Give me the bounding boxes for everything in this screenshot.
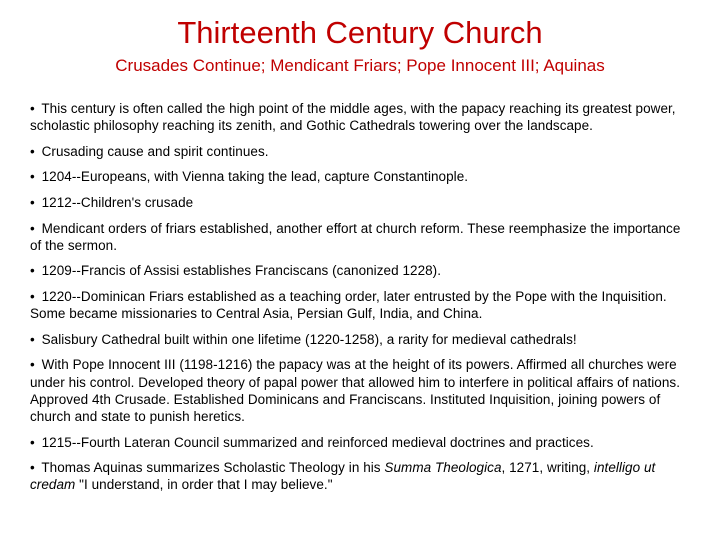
bullet-text-part2: , 1271, writing, (501, 460, 594, 476)
bullet-item (30, 220, 690, 254)
bullet-item (30, 168, 690, 185)
bullet-item (30, 143, 690, 160)
bullet-glyph: • (30, 460, 35, 476)
bullet-glyph: • (30, 263, 35, 279)
bullet-text: 1220--Dominican Friars established as a teaching order, later entrusted by the Pope with the Inquisition. Some became missionaries to Central Asia, Persian Gulf, India, and China. (30, 288, 667, 322)
bullet-text: 1209--Francis of Assisi establishes Franciscans (canonized 1228). (41, 263, 442, 279)
summa-theologica-title: Summa Theologica (384, 460, 502, 476)
bullet-item-aquinas (30, 459, 690, 493)
bullet-text: Crusading cause and spirit continues. (41, 143, 269, 159)
bullet-glyph: • (30, 357, 35, 373)
bullet-text: 1215--Fourth Lateran Council summarized and reinforced medieval doctrines and practices. (41, 434, 594, 450)
bullet-text: 1204--Europeans, with Vienna taking the lead, capture Constantinople. (41, 169, 469, 185)
bullet-item (30, 288, 690, 322)
bullet-item (30, 194, 690, 211)
bullet-glyph: • (30, 101, 35, 116)
bullet-glyph: • (30, 288, 35, 304)
slide-subtitle: Crusades Continue; Mendicant Friars; Pope Innocent III; Aquinas (115, 56, 605, 75)
bullet-item (30, 262, 690, 279)
bullet-item (30, 331, 690, 348)
bullet-glyph: • (30, 194, 35, 210)
slide-title: Thirteenth Century Church (177, 15, 543, 50)
bullet-item (30, 356, 690, 425)
bullet-glyph: • (30, 434, 35, 450)
bullet-glyph: • (30, 220, 35, 236)
bullet-glyph: • (30, 331, 35, 347)
bullet-text: Mendicant orders of friars established, another effort at church reform. These reemphasize the importance of the sermon. (30, 220, 681, 253)
bullet-text: With Pope Innocent III (1198-1216) the papacy was at the height of its powers. Affirmed all churches were under his control. Developed theory of papal power that allowed him to interfere in political affairs of nations. Approved 4th Crusade. Established Dominicans and Franciscans. Instituted Inquisition, joining powers of church and state to punish heretics. (30, 357, 681, 424)
bullet-text: This century is often called the high point of the middle ages, with the papacy reaching its greatest power, scholastic philosophy reaching its zenith, and Gothic Cathedrals towering over the landscape. (30, 101, 676, 134)
bullet-item (30, 434, 690, 451)
bullet-list (30, 100, 690, 502)
bullet-text: Salisbury Cathedral built within one lifetime (1220-1258), a rarity for medieval cathedrals! (41, 331, 577, 347)
bullet-glyph: • (30, 169, 35, 185)
bullet-text-part1: Thomas Aquinas summarizes Scholastic Theology in his (41, 460, 385, 476)
bullet-glyph: • (30, 143, 35, 159)
bullet-text-part3: "I understand, in order that I may believe." (75, 477, 333, 493)
bullet-text: 1212--Children's crusade (41, 194, 194, 210)
latin-phrase: intelligo ut credam (30, 460, 656, 493)
bullet-item (30, 100, 690, 134)
